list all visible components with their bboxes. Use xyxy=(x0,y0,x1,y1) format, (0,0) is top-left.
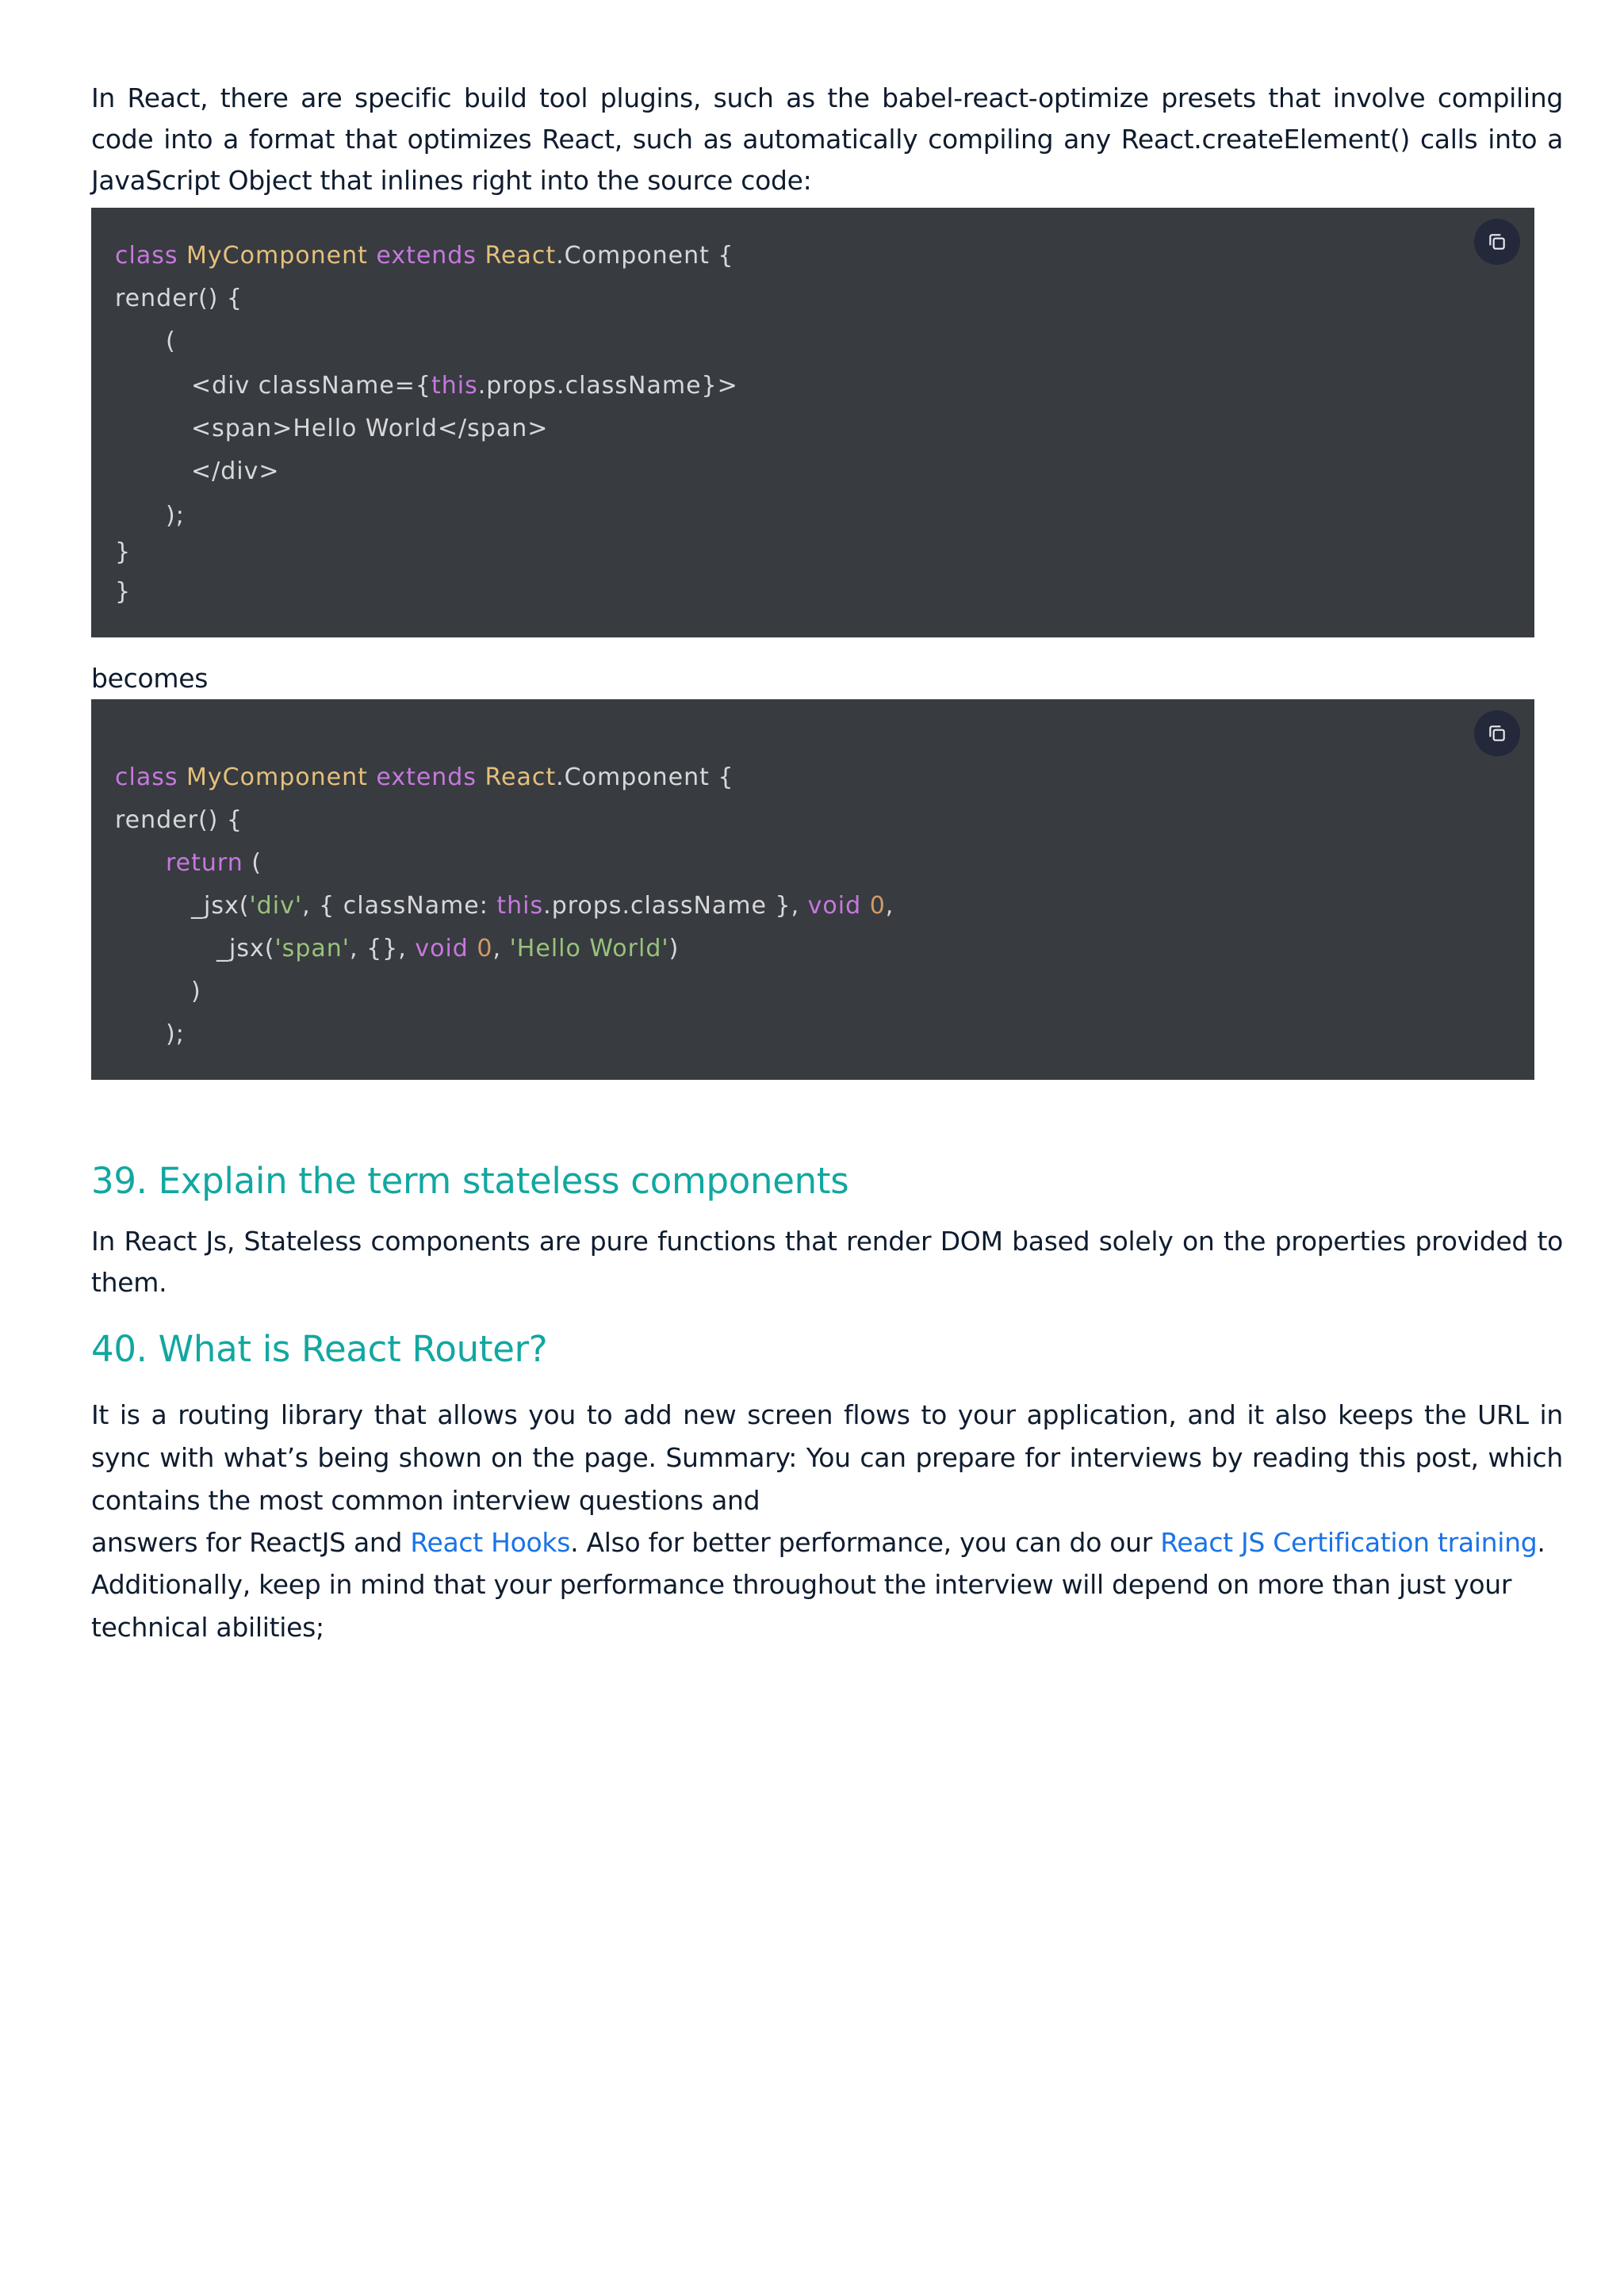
copy-icon xyxy=(1487,232,1507,252)
code-line: _jsx('div', { className: this.props.className }, void 0, xyxy=(191,892,894,920)
code-line: } xyxy=(115,578,132,606)
code-block-original xyxy=(91,208,1534,637)
code-line: ) xyxy=(191,978,201,1005)
code-block-compiled xyxy=(91,699,1534,1080)
intro-paragraph: In React, there are specific build tool plugins, such as the babel-react-optimize presets that involve compiling code into a format that optimizes React, such as automatically compiling any React.createElement() calls into a JavaScript Object that inlines right into the source code: xyxy=(91,82,1563,196)
section-39-heading: 39. Explain the term stateless components xyxy=(91,1160,849,1202)
code-line: render() { xyxy=(115,806,243,834)
code-line: class MyComponent extends React.Component { xyxy=(115,763,734,791)
section-40-closing: Additionally, keep in mind that your performance throughout the interview will depend on more than just your technical abilities; xyxy=(91,1569,1512,1643)
react-hooks-link[interactable]: React Hooks xyxy=(410,1527,571,1558)
section-40-links-line: answers for ReactJS and React Hooks. Also for better performance, you can do our React JS Certification training. xyxy=(91,1527,1545,1558)
code-line: <div className={this.props.className}> xyxy=(191,372,738,400)
code-line: <span>Hello World</span> xyxy=(191,415,549,442)
code-line: } xyxy=(115,538,132,566)
copy-icon xyxy=(1487,723,1507,744)
copy-button[interactable] xyxy=(1474,710,1520,756)
code-line: render() { xyxy=(115,285,243,312)
article-content xyxy=(91,78,1563,1649)
code-line: ); xyxy=(166,502,185,530)
react-certification-link[interactable]: React JS Certification training xyxy=(1160,1527,1538,1558)
copy-button[interactable] xyxy=(1474,219,1520,265)
section-40-heading: 40. What is React Router? xyxy=(91,1328,548,1370)
code-line: _jsx('span', {}, void 0, 'Hello World') xyxy=(216,935,680,962)
code-line: ); xyxy=(166,1020,185,1048)
section-39-body: In React Js, Stateless components are pure functions that render DOM based solely on the properties provided to them. xyxy=(91,1226,1563,1298)
code-line: class MyComponent extends React.Component { xyxy=(115,242,734,270)
code-line: return ( xyxy=(166,849,262,877)
code-line: </div> xyxy=(191,457,280,485)
section-40-paragraph: It is a routing library that allows you to add new screen flows to your application, and it also keeps the URL in sync with what’s being shown on the page. Summary: You can prepare for interviews by reading this post, which contains the most common interview questions and xyxy=(91,1399,1563,1516)
becomes-text: becomes xyxy=(91,663,209,694)
code-line: ( xyxy=(166,327,176,355)
